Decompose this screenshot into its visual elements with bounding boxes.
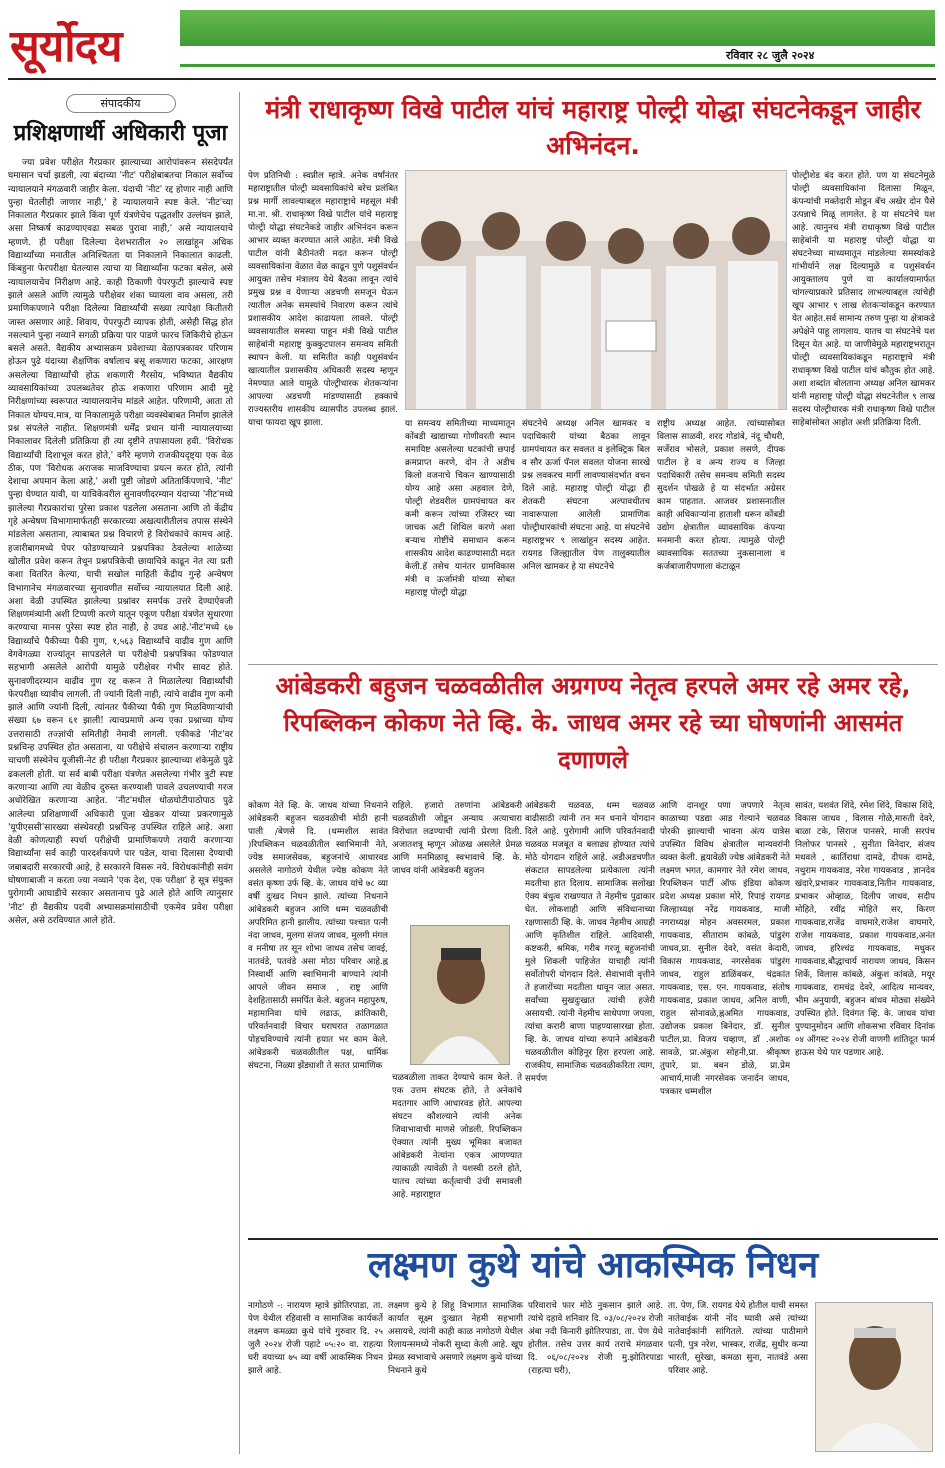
masthead-green-strip — [180, 10, 935, 46]
story1-column-4: राष्ट्रीय अध्यक्ष आहेत. त्यांच्यासोबत विलास साळवी, शरद गोडांबे, नंदू चौधरी, सर्जेराव भोसले, प्रकाश लसणे, दीपक पाटील हे व अन्य राज्य व जिल्हा पदाधिकारी तसेच समन्वय समिती सदस्य सुदर्शन पोखळे हे या संदर्भात अग्रेसर काम पाहतात. आजवर प्रशासनातील काही अधिकाऱ्यांना हाताशी धरून कोंबडी उद्योग क्षेत्रातील व्यावसायिक कंपन्या मनमानी करत होत्या. त्यामुळे पोल्ट्री व्यावसायिक सततच्या नुकसानाला व कर्जबाजारीपणाला कंटाळून — [657, 419, 785, 572]
story1-headline: मंत्री राधाकृष्ण विखे पाटील यांचं महाराष्ट्र पोल्ट्री योद्धा संघटनेकडून जाहीर अभिनंदन. — [265, 95, 921, 160]
story3-column-4: ता. पेण, जि. रायगड येथे होतील याची समस्त नातेवाईक यांनी नोंद घ्यावी असे त्यांच्या नातेवाईकांनी सांगितले. त्यांच्या पाठीमागे पत्नी, पुत्र नरेश, भास्कर, राजेंद्र, सुधीर कन्या भारती, सुरेखा, कमळा सुना, नातवंडे असा परिवार आहे. — [668, 1301, 808, 1376]
story3-column-3: परिवाराचे फार मोठे नुकसान झाले आहे. त्यांचे दहावे शनिवार दि. ०३/०८/२०२४ रोजी अंबा नदी किनारी झोतिरपाडा, ता. पेण येथे होतील. तसेच उत्तर कार्य तराचे मंगळवार दि. ०६/०८/२०२४ रोजी मु.झोतिरपाडा (राहत्या घरी), — [528, 1301, 663, 1376]
story2-column-2: राहिले. हजारो तरुणांना आंबेडकरी चळवळीशी जोडून अन्याय अत्याचारा विरोधात लढण्याची त्यांनी प्रेरणा दिली. अजातशत्रू म्हणून ओळख असलेले प्रेमळ आणि मनमिळावू स्वभावाचे व्हि. के. जाधव यांनी आंबेडकरी बहुजन — [392, 801, 522, 876]
masthead — [0, 0, 945, 88]
story3-column-1: नागोठणे -: नारायण म्हात्रे झोतिरपाडा, ता. पेण येथील रहिवासी व सामाजिक कार्यकर्ते लक्ष्मण कमळ्या कुथे यांचे गुरुवार दि. २५ जुलै २०२४ रोजी पहाटे ०५:२० वा. राहत्या घरी वयाच्या ७५ व्या वर्षी आकस्मिक निधन झाले आहे. — [248, 1301, 383, 1376]
story2-column-3: आंबेडकरी चळवळ, धम्म चळवळ वाढीसाठी त्यांनी तन मन धनाने योगदान दिले आहे. पुरोगामी आणि परिवर्तनवादी चळवळ मजबूत व बलाढ्य होण्यात त्यांचे मोठे योगदान राहिले आहे. अडीअडचणीत संकटात सापडलेल्या प्रत्येकाला त्यांनी मदतीचा हात दिलाय. सामाजिक सलोखा ऐक्य बंधुत्व राखण्यात ते नेहमीच पुढाकार घेत. लोकशाही आणि संविधानाच्या रक्षणासाठी व्हि. के. जाधव नेहमीच आग्रही आणि कृतिशील राहिले. आदिवासी, कष्टकरी, श्रमिक, गरीब गरजू बहुजनांची मुले शिकली पाहिजेत याचाही त्यांनी सर्वोतोपरी योगदान दिले. सेवाभावी वृत्तीने ते हजारोंच्या मदतीला धावून जात असत. सर्वांच्या सुखदुःखात त्यांची हजेरी असायची. त्यांनी नेहमीच साधेपणा जपला, त्यांचा करारी बाणा पाहण्यासारखा होता. व्हि. के. जाधव यांच्या रूपाने आंबेडकरी चळवळीतील कोहिनूर हिरा हरपला आहे. राजकीय, सामाजिक चळवळीकरिता त्याग, समर्पण — [525, 801, 655, 1084]
story2-headline: आंबेडकरी बहुजन चळवळीतील अग्रगण्य नेतृत्व हरपले अमर रहे अमर रहे, रिपब्लिकन कोकण नेते व्हि. के. जाधव अमर रहे च्या घोषणांनी आसमंत दणाणले — [275, 672, 911, 774]
story1-photo — [405, 170, 787, 410]
story2-column-4: आणि दानशूर पणा जपणारे नेतृत्व काळाच्या पडद्या आड गेल्याने चळवळ पोरकी झाल्याची भावना अंत्य यात्रेस उपस्थित विविध क्षेत्रातील मान्यवरांनी व्यक्त केली. ह्नयावेळी ज्येष्ठ आंबेडकरी नेते लक्ष्मण भगत, कामगार नेते रमेश जाधव, रिपब्लिकन पार्टी ऑफ इंडिया कोकण प्रदेश अध्यक्ष प्रकाश मोरे, रिपाइं रायगड जिल्हाध्यक्ष नरेंद्र गायकवाड, माजी नगराध्यक्ष मोहन अवसरमल, प्रकाश गायकवाड, सीताराम कांबळे, पांडुरंग जाधव,प्रा. सुनील देवरे, वसंत केदारी, विकास गायकवाड, नगरसेवक पांडुरंग जाधव, राहुल डाळिंबकर, चंद्रकांत गायकवाड, एस. एन. गायकवाड, संतोष गायकवाड, प्रकाश जाधव, अनिल वाणी, राहुल सोनावळे,ह्नअमित गायकवाड, उद्योजक प्रकाश बिनेदार, डॉ. सुनील पाटील,प्रा. विजय चव्हाण, डॉ .अशोक सावळे, प्रा.अंकुश सोहनी,प्रा. श्रीकृष्ण तुपारे, प्रा. बबन डोळे, प्रा.प्रेम आचार्य,माजी नगरसेवक जनार्दन जाधव, पत्रकार धम्मशील — [660, 801, 790, 1097]
story1-column-5: पोल्ट्रीशेड बंद करत होते. पण या संघटनेमुळे पोल्ट्री व्यवसायिकांना दिलासा मिळून, कंपन्यांची मक्तेदारी मोडून बॅच अखेर दोन पैसे उत्पन्नाचे मिळू लागलेत. हे या संघटनेचे यश आहे. त्यानुनच मंत्री राधाकृष्ण विखे पाटील साहेबांनी या महाराष्ट्र पोल्ट्री योद्धा या संघटनेच्या माध्यमातून मांडलेल्या समस्यांकडे गांभीर्याने लक्ष दिल्यामुळे व पशुसंवर्धन आयुक्तालय पुणे या कार्यालयामार्फत चांगल्याप्रकारे प्रतिसाद लाभल्याबद्दल त्यांचेही खूप आभार ९ लाख शेतकऱ्यांकडून करण्यात येत आहेत.सर्व सामान्य तरुण पुन्हा या क्षेत्राकडे अपेक्षेने पाहू लागलाय. यातच या संघटनेचे यश दिसून येत आहे. या जाणीवेमुळे महाराष्ट्रभरातून पोल्ट्री व्यवसायिकांकडून महाराष्ट्राचे मंत्री राधाकृष्ण विखे पाटील यांचं कौतुक होत आहे. अशा शब्दांत बोलताना अध्यक्ष अनिल खामकर यांनी महाराष्ट्र पोल्ट्री योद्धा संघटनेतील ९ लाख सदस्य पोल्ट्रीधारक मंत्री राधाकृष्ण विखे पाटील साहेबांसोबत आहोत अशी प्रतिक्रिया दिली. — [792, 171, 935, 428]
masthead-divider — [8, 78, 936, 80]
story2-column-1: कोकण नेते व्हि. के. जाधव यांच्या निधनाने आंबेडकरी बहुजन चळवळीची मोठी हानी पाली /बेणसे दि. (धम्मशील सावंत )रिपब्लिकन चळवळीतील स्वाभिमानी नेते, ज्येष्ठ समाजसेवक, बहुजनांचे आधारवड असलेले नागोठणे येथील ज्येष्ठ कोकण नेते वसंत कृष्णा उर्फ व्हि. के. जाधव यांचे ७८ व्या वर्षी दुःखद निधन झाले. त्यांच्या निधनाने आंबेडकरी बहुजन आणि धम्म चळवळीची अपरिमित हानी झालीय. त्यांच्या पश्चात पत्नी नंदा जाधव, मुलगा संजय जाधव, मुलगी मंगल व मनीषा तर सून शोभा जाधव तसेच जावई, नातवंडे, पतवंडे असा मोठा परिवार आहे.ह्न निस्वार्थी आणि स्वाभिमानी बाण्याने त्यांनी आपले जीवन समाज , राष्ट्र आणि देशहितासाठी समर्पित केले. बहुजन महापुरुष, महामानिवा यांचे लढाऊ, क्रांतिकारी, परिवर्तनवादी विचार घराघरात तळागळात पोहचविण्याचे त्यांनी हयात भर काम केले. आंबेडकरी चळवळीतील पक्ष, धार्मिक संघटना, निळ्या झेंड्याशी ते सतत प्रामाणिक — [248, 801, 388, 1071]
editorial-column — [8, 92, 240, 1454]
masthead-rule — [180, 64, 935, 67]
story1-column-2: या समन्वय समितीच्या माध्यमातून कोंबडी खाद्याच्या गोणीवरती स्थान समायिष्ट असलेल्या घटकांची छपाई क्रमप्राप्त करणे, दोन ते अडीच किलो वजनाचे चिकन खाण्यासाठी योग्य आहे असा अहवाल देणे, पोल्ट्री शेडवरील ग्रामपंचायत कर कमी करून त्यांच्या रजिस्टर च्या जाचक अटी शिथिल करणे अशा बऱ्याच गोष्टींचे समाधान करून शासकीय आदेश काढण्यासाठी मदत केली.हॅ तसेच यानंतर ग्रामविकास मंत्री व ऊर्जामंत्री यांच्या सोबत महाराष्ट्र पोल्ट्री योद्धा — [405, 419, 515, 598]
photo-ceremony-icon — [406, 171, 787, 410]
newspaper-logo: सूर्योदय — [10, 21, 122, 72]
story3-column-2: लक्ष्मण कुथे हे शिहू विभागात सामाजिक कार्यात सूक्ष्म दुःखात नेहमी सहभागी असायचे, त्यांनी काही काळ नागोठणे येथील रिलायन्समध्ये नोकरी सुध्दा केली आहे. खूप प्रेमळ स्वभावाचे असणारे लक्ष्मण कुथे यांच्या निधनाने कुथे — [388, 1301, 523, 1376]
story3-headline: लक्ष्मण कुथे यांचे आकस्मिक निधन — [367, 1245, 819, 1286]
editorial-body: ज्या प्रवेश परीक्षेत गैरप्रकार झाल्याच्या आरोपांवरून संसदेपर्यंत घमासान चर्चा झडली, त्या बंदाच्या 'नीट' परीक्षेबाबतचा निकाल सर्वोच्च न्यायालयाने मंगळवारी जाहीर केला. यंदाची 'नीट' रद्द होणार नाही आणि पुन्हा घेतलीही जाणार नाही,' हे न्यायालयाने स्पष्ट केले. 'नीट'च्या निकालात गैरप्रकार झाले किंवा पूर्ण यंत्रणेचेच पद्धतशीर उल्लंघन झाले, असा निष्कर्ष काढण्याएवढा सबळ पुरावा नाही,' असे न्यायालयाचे म्हणणे. ही परीक्षा दिलेल्या देशभरातील २० लाखांहून अधिक विद्यार्थ्यांच्या मनातील अनिश्चितता या निकालाने निकालात काढली. किंबहुना फेरपरीक्षा घेतल्यास त्याचा या विद्यार्थ्यांना फटका बसेल, असे न्यायालयाचेच निरीक्षण आहे. काही ठिकाणी पेपरफुटी झाल्याचे स्पष्ट झाले असले आणि त्यामुळे परीक्षेवर शंका घ्यायला वाव असला, तरी प्रमाणिकपणाने परीक्षा दिलेल्या विद्यार्थ्यांची सख्या त्यापेक्षा कितीतरी जास्त असणार आहे. शिवाय, पेपरफुटी व्यापक होती, असेही सिद्ध होत नसल्याने पुन्हा नव्याने सगळी प्रक्रिया पार पाडणे फारच जिकिरीचे होऊन बसले असते. वैद्यकीय अभ्यासक्रम प्रवेशाच्या वेळापत्रकावर परिणाम होऊन पुढे यंदाच्या शैक्षणिक वर्षालाच बसू शकणारा फटका, आरक्षण असलेल्या विद्यार्थ्यांची होऊ शकणारी गैरसोय, भविष्यात वैद्यकीय व्यावसायिकांच्या उपलब्धतेवर होऊ शकणारा परिणाम आदी मुद्दे निरीक्षणांच्या स्वरूपात न्यायालयानेच मांडले आहेत. परिणामी, आता तो निकाल योग्यच.मात्र, या निकालामुळे परीक्षा व्यवस्थेबाबत निर्माण झालेले प्रश्न संपलेले नाहीत. शिक्षणमंत्री धर्मेंद्र प्रधान यांनी न्यायालयाच्या निकालावर दिलेली प्रतिक्रिया ही त्या दृष्टीने तपासायला हवी. 'विरोधक विद्यार्थ्यांची दिशाभूल करत होते,' वगैरे म्हणणे राजकीयदृष्ट्या एक वेळ ठीक, पण 'विरोधक अराजक माजविण्याचा प्रयत्न करत होते, त्यांनी देशाचा अपमान केला आहे,' अशी पुष्टी जोडणे अतितार्किपणाचे. 'नीट' पुन्हा घेण्यात यावी, या याचिकेवरील सुनावणीदरम्यान यंदाच्या 'नीट'मध्ये झालेल्या गैरप्रकारांचा पुरेसा प्रकाश पडलेला असताना आणि तो केंद्रीय गृहे अन्वेषण विभागामार्फतही सरकारच्या अखत्यारीतीलच तपास संस्थेने मांडलेला असताना, त्याबाबत प्रश्न विचारणे हे विरोधकांचे कामच आहे. हजारीबागमध्ये पेपर फोडण्याच्याने प्रश्नपत्रिका ठेवलेल्या शाळेच्या खोलीत प्रवेश करून तेथून प्रश्नपत्रिकेची छायाचित्रे काढून नेत त्या प्रती कशा वितरित केल्या, याची सखोल माहिती केंद्रीय गुन्हे अन्वेषण विभागानेच मंगळवारच्या सुनावणीत सर्वोच्च न्यायालयात दिली आहे. अशा वेळी उपस्थित झालेल्या प्रश्नांवर समर्पक उत्तरे देण्याऐवजी शिक्षणमंत्र्यांनी अशी टिप्पणी करणे यातून एकूण परीक्षा यंत्रणेत सुधारणा करण्याचा मानस पुरेसा स्पष्ट होत नाही, हे उघड आहे.'नीट'मध्ये ६७ विद्यार्थ्यांचे पैकीच्या पैकी गुण, १,५६३ विद्यार्थ्यांचे वाढीव गुण आणि वेगवेगळ्या राज्यांतून सापडलेले या परीक्षेची प्रश्नपत्रिका फोडण्यात सहभागी असलेले आरोपी यामुळे परीक्षेवर गंभीर सावट होते. सुनावणीदरम्यान वाढीव गुण रद्द करून ते मिळालेल्या विद्यार्थ्यांची फेरपरीक्षा घ्यावीच लागली. ती ज्यांनी दिली नाही, त्यांचे वाढीव गुण कमी झाले आणि ज्यांनी दिली, त्यांनतर पैकीच्या पैकी गुण मिळविणाऱ्यांची संख्या ६७ वरून ६१ झाली! त्याचप्रमाणे अन्य एका प्रश्नाच्या योग्य उत्तरासाठी तज्ज्ञांची समितीही नेमावी लागली. एकीकडे 'नीट'वर प्रश्नचिन्ह उपस्थित होत असताना, या परीक्षेचे संचालन करणाऱ्या राष्ट्रीय चाचणी संस्थेनेच यूजीसी-नेट ही परीक्षा गैरप्रकार झाल्याच्या शंकेमुळे पुढे ढकलली होती. या सर्व बाबी परीक्षा यंत्रणेत असलेल्या गंभीर त्रुटी स्पष्ट करणाऱ्या आणि त्या वेळीच दुरुस्त करण्याशी पावले उचलण्याची गरज अधोरेखित करणाऱ्या आहेत. 'नीट'मधील धोळघोटीपाठोपाठ पुढे आलेल्या प्रशिक्षणार्थी अधिकारी पूजा खेडकर यांच्या प्रकरणामुळे 'यूपीएससी'सारख्या संस्थेवरही प्रश्नचिन्ह उपस्थित राहिले आहे. अशा वेळी कोणत्याही स्पर्धा परीक्षेची प्रामाणिकपणे तयारी करणाऱ्या विद्यार्थ्यांना सर्व काही पारदर्शकपणे पार पडेल, याचा दिलासा देण्याची जबाबदारी सरकारची आहे, हे सरकारने विसरू नये. विरोधकांनीही सवंग घोषणाबाजी न करता ज्या नव्याने 'एक देश, एक परीक्षा' हे सूत्र संयुक्त पुरोगामी आघाडीचे सरकार असतानाच पुढे आले होते आणि त्यानुसार 'नीट' ही वैद्यकीय पदवी अभ्यासक्रमांसाठीची एकमेव प्रवेश परीक्षा असेल, असे ठरविण्यात आले होते. — [8, 158, 233, 926]
editorial-title: प्रशिक्षणार्थी अधिकारी पूजा — [13, 121, 228, 146]
editorial-tag: संपादकीय — [66, 94, 176, 113]
story1-column-3: संघटनेचे अध्यक्ष अनिल खामकर व पदाधिकारी यांच्या बैठका लावून ग्रामपंचायत कर सवलत व इलेक्ट्रिक बिल व सौर ऊर्जा पॅनल सवलत योजना सारखे प्रश्न लवकरच मार्गी लावण्यासंदर्भात वचन दिले आहे. महाराष्ट्र पोल्ट्री योद्धा ही शेतकरी संघटना अल्पावधीतच नावारूपाला आलेली प्रामाणिक पोल्ट्रीधारकांची संघटना आहे. या संघटनेचे महाराष्ट्रभर ९ लाखांहून सदस्य आहेत. रायगड जिल्ह्यातील पेण तालुक्यातील अनिल खामकर हे या संघटनेचे — [522, 419, 650, 572]
story3-portrait — [815, 1302, 933, 1452]
portrait-vk-jadhav-icon — [411, 926, 510, 1065]
portrait-laxman-kuthe-icon — [816, 1303, 933, 1452]
story-divider — [248, 664, 938, 665]
story2-column-2b: चळवळीला ताकत देण्याचे काम केले. ते एक उत्तम संघटक होते, ते अनेकांचे मदतगार आणि आधारवड होते. आपल्या संघटन कौशल्याने त्यांनी अनेक जिवाभावाची माणसे जोडली. रिपब्लिकन ऐक्यात त्यांनी मुख्य भूमिका बजावत आंबेडकरी नेत्यांना एकत्र आणण्यात त्याकाळी त्यावेळी ते यशस्वी ठरले होते, यातच त्यांच्या कर्तृत्वाची उंची समावली आहे. महाराष्ट्रात — [392, 1073, 522, 1200]
story2-portrait — [410, 925, 510, 1065]
story2-column-5: सावंत, यशवंत शिंदे, रमेश शिंदे, विकास शिंदे, विकास जाधव , विलास गोळे,मारुती देवरे, बाळा टके, सिराज पानसरे, माजी सरपंच निलोफर पानसरे , सुनीता विनेदार, संजय मधवले , कार्तिराधा दामढे, दीपक दामढे, नथुराम गायकवाड, नरेश गायकवाड , ज्ञानदेव खंदारे,प्रभाकर गायकवाड,नितीन गायकवाड, प्रभाकर ओव्हाळ, दिलीप जाधव, सदीप मोहिते, रवींद्र मोहिते सर, किरण गायकवाड,राजेंद्र वाघमारे,राजेश वाघमारे, राजेश गायकवाड, प्रकाश गायकवाड,अनंत जाधव, हरिश्चंद्र गायकवाड, मधुकर गायकवाड,बौद्धाचार्य नारायण जाधव, किसन शिर्के, विलास कांबळे, अंकुश कांबळे, मयूर गायकवाड, रामचंद्र देवरे, आदित्य मान्यवर, भीम अनुयायी, बहुजन बांधव मोठ्या संख्येने उपस्थित होते. दिवंगत व्हि. के. जाधव यांचा पुण्यानुमोदन आणि शोकसभा रविवार दिनांक ०४ ऑगस्ट २०२४ रोजी वाणगी शांतिदूत फार्म हाऊस येथे पार पडणार आहे. — [795, 801, 935, 1058]
story1-column-1: पेण प्रतिनिधी : स्वप्नील म्हात्रे. अनेक वर्षांनंतर महाराष्ट्रातील पोल्ट्री व्यवसायिकांचे बरेच प्रलंबित प्रश्न मार्गी लावल्याबद्दल महाराष्ट्राचे महसूल मंत्री मा.ना. श्री. राधाकृष्ण विखे पाटील यांचे महाराष्ट्र पोल्ट्री योद्धा संघटनेकडे जाहीर अभिनंदन करून आभार व्यक्त करण्यात आले आहेत. मंत्री विखे पाटील यांनी बैठीनंतरी मदत करून पोल्ट्री व्यवसायिकांना वेळात वेळ काढून पुणे पशुसंवर्धन आयुक्त तसेच मंत्रालय येथे बैठका लावून त्यांचे प्रमुख प्रश्न व येणाऱ्या अडचणी समजून घेऊन त्यातील अनेक समस्यांचे निवारण करून त्यांचे प्रशासकीय आदेश काढायला लावले. पोल्ट्री व्यवसायातील समस्या पाहून मंत्री विखे पाटील साहेबांनी महाराष्ट्र कुक्कुटपालन समन्वय समिती स्थापन केली. या समितीत काही पशुसंवर्धन खात्यातील प्रशासकीय अधिकारी सदस्य म्हणून नेमण्यात आले यामुळे पोल्ट्रीधारक शेतकऱ्यांना आपल्या अडचणी मांडण्यासाठी हक्काचे राज्यस्तरीय शासकीय व्यासपीठ उपलब्ध झालं. याचा फायदा खूप झाला. — [248, 171, 398, 428]
issue-date: रविवार २८ जुलै २०२४ — [726, 49, 815, 62]
